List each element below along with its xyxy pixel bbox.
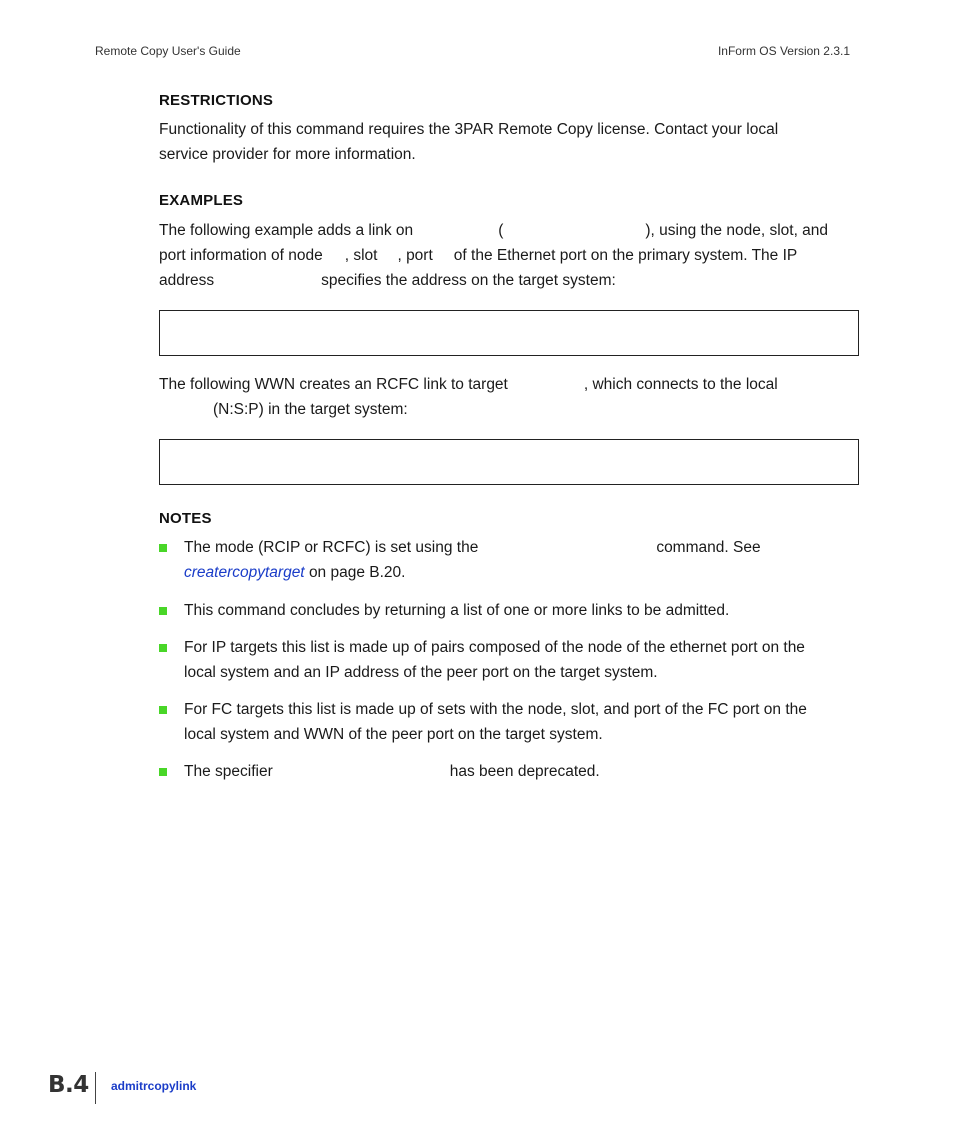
example-2-text: (N:S:P) in the target system: [213, 401, 408, 418]
examples-heading: EXAMPLES [159, 192, 244, 209]
example-1-text: address [159, 272, 215, 289]
note-text: The mode (RCIP or RCFC) is set using the [184, 539, 479, 556]
note-text: The specifier [184, 763, 273, 780]
example-2-text: , which connects to the local [583, 376, 778, 393]
example-2-paragraph [159, 372, 859, 422]
example-2-text: The following WWN creates an RCFC link to target [159, 376, 508, 393]
note-text: on page B.20. [308, 564, 406, 581]
footer-section-title: admitrcopylink [111, 1079, 197, 1093]
example-1-text: , slot [344, 247, 378, 264]
note-text: has been deprecated. [449, 763, 600, 780]
restrictions-line-1: Functionality of this command requires the 3PAR Remote Copy license. Contact your local [159, 121, 779, 138]
example-1-text: ( [498, 222, 504, 239]
bullet-square-icon [159, 544, 167, 552]
bullet-square-icon [159, 644, 167, 652]
note-text: local system and an IP address of the peer port on the target system. [184, 664, 658, 681]
restrictions-line-2: service provider for more information. [159, 146, 416, 163]
code-example-box-1 [159, 310, 859, 356]
creatercopytarget-link[interactable]: creatercopytarget [184, 564, 305, 581]
example-1-text: The following example adds a link on [159, 222, 414, 239]
example-1-text: , port [397, 247, 433, 264]
example-1-text: of the Ethernet port on the primary system. The IP [453, 247, 798, 264]
bullet-square-icon [159, 706, 167, 714]
example-1-text: ), using the node, slot, and [645, 222, 829, 239]
running-header-right: InForm OS Version 2.3.1 [717, 44, 850, 58]
note-text: For IP targets this list is made up of pairs composed of the node of the ethernet port on the [184, 639, 805, 656]
note-text: This command concludes by returning a list of one or more links to be admitted. [184, 602, 730, 619]
footer-divider [95, 1072, 96, 1104]
restrictions-heading: RESTRICTIONS [159, 92, 274, 109]
notes-heading: NOTES [159, 510, 212, 527]
running-header-left: Remote Copy User's Guide [95, 44, 241, 58]
example-1-text: specifies the address on the target system: [321, 272, 616, 289]
note-text: For FC targets this list is made up of sets with the node, slot, and port of the FC port on the [184, 701, 807, 718]
bullet-square-icon [159, 768, 167, 776]
note-text: command. See [656, 539, 761, 556]
restrictions-paragraph [159, 117, 859, 167]
bullet-square-icon [159, 607, 167, 615]
note-text: local system and WWN of the peer port on the target system. [184, 726, 603, 743]
page-number: B.4 [48, 1072, 89, 1098]
example-1-text: port information of node [159, 247, 323, 264]
example-1-paragraph [159, 218, 859, 293]
code-example-box-2 [159, 439, 859, 485]
